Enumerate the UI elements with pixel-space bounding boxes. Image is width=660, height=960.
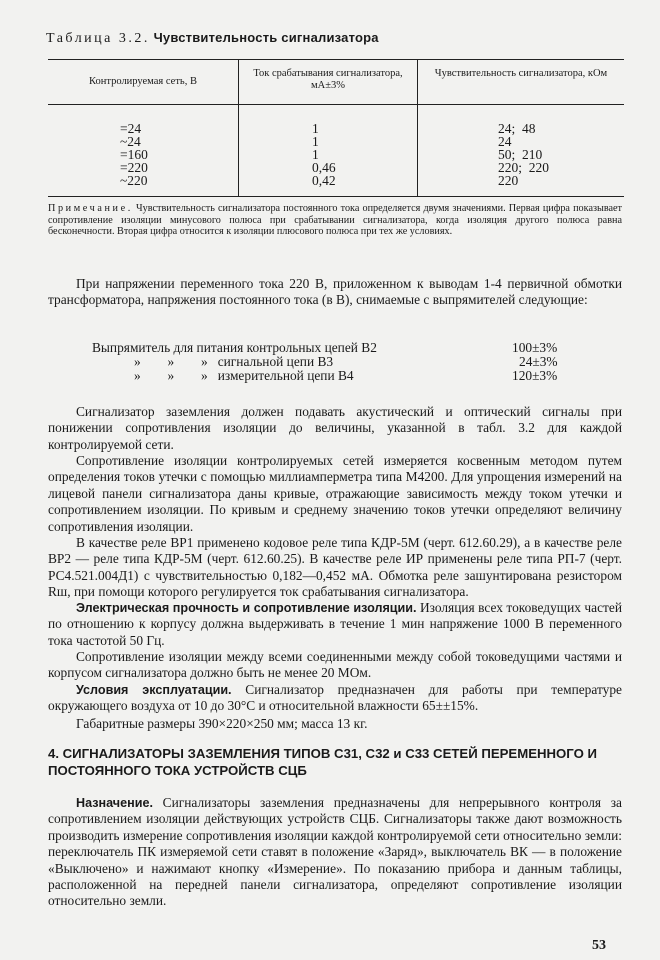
body-paragraph <box>48 600 622 649</box>
table-cell: 1 <box>312 134 319 149</box>
table-header-current: Ток срабатывания сигнализатора, мА±3% <box>253 68 403 91</box>
paragraph-text: Сигнализаторы заземления предназначены для непрерывного контроля за сопротивлением изоляции действующих устройств СЦБ. Сигнализаторы также дают возможность производить измерение сопротивления изоляции каждой контролируемой сети относительно земли: переключатель ПК измеряемой сети ставят в положение «Заряд», выключатель ВК — в положение «Выключено» и нажимают кнопку «Измерение». По показанию прибора и данным таблицы, расположенной на передней панели сигнализатора, определяют сопротивление изоляции относительно земли. <box>48 795 622 909</box>
rectifier-value: 24±3% <box>519 354 558 369</box>
table-caption <box>46 30 379 47</box>
table-title: Чувствительность сигнализатора <box>153 30 379 45</box>
body-paragraph <box>48 716 622 732</box>
table-note-label: Примечание. <box>48 203 133 214</box>
paragraph-text: Сопротивление изоляции контролируемых сетей измеряется косвенным методом путем определения токов утечки с помощью миллиамперметра типа М4200. Для упрощения измерений на лицевой панели сигнализатора даны кривые, отражающие зависимость между током утечки и сопротивлением изоляции. По кривым и среднему значению токов утечки определяют величину сопротивления изоляции. <box>48 453 622 534</box>
table-column-divider <box>238 60 239 196</box>
intro-paragraph <box>48 276 622 309</box>
paragraph-text: Сигнализатор предназначен для работы при температуре окружающего воздуха от 10 до 30°С и относительной влажности 65±±15%. <box>48 682 622 714</box>
rectifier-value: 120±3% <box>512 368 558 383</box>
paragraph-text: В качестве реле ВР1 применено кодовое реле типа КДР-5М (черт. 612.60.29), а в качестве реле ВР2 — реле типа КДР-5М (черт. 612.60.25). В качестве реле ИР применены реле типа РП-7 (черт. РС4.521.004Д1) с чувствительностью 0,182—0,452 мА. Обмотка реле зашунтирована резистором Rш, при помощи которого регулируется ток срабатывания сигнализатора. <box>48 535 622 600</box>
table-bottom-rule <box>48 196 624 197</box>
table-cell: 1 <box>312 121 319 136</box>
rectifier-label: » » » сигнальной цепи В3 <box>134 354 334 369</box>
table-cell: 50; 210 <box>498 147 543 162</box>
table-cell: =24 <box>120 121 142 136</box>
body-paragraph <box>48 404 622 453</box>
table-cell: 220 <box>498 173 519 188</box>
intro-paragraph-text: При напряжении переменного тока 220 В, приложенном к выводам 1-4 первичной обмотки трансформатора, напряжения постоянного тока (в В), снимаемые с выпрямителей следующие: <box>48 276 622 308</box>
section-heading: 4. СИГНАЛИЗАТОРЫ ЗАЗЕМЛЕНИЯ ТИПОВ С31, С32 и С33 СЕТЕЙ ПЕРЕМЕННОГО И ПОСТОЯННОГО ТОКА УСТРОЙСТВ СЦБ <box>48 746 598 778</box>
table-top-rule <box>48 59 624 60</box>
body-paragraph <box>48 682 622 715</box>
table-label: Таблица 3.2. <box>46 31 150 46</box>
table-cell: 0,42 <box>312 173 336 188</box>
table-header-rule <box>48 104 624 105</box>
table-cell: 1 <box>312 147 319 162</box>
body-paragraph <box>48 535 622 601</box>
table-cell: ~24 <box>120 134 141 149</box>
paragraph-text: Сопротивление изоляции между всеми соединенными между собой токоведущими частями и корпусом сигнализатора должно быть не менее 20 МОм. <box>48 649 622 681</box>
table-cell: 24; 48 <box>498 121 536 136</box>
paragraph-text: Изоляция всех токоведущих частей по отношению к корпусу должна выдерживать в течение 1 мин напряжение 1000 В переменного тока частотой 50 Гц. <box>48 600 622 648</box>
body-paragraph <box>48 453 622 535</box>
table-note <box>48 203 622 238</box>
table-cell: =160 <box>120 147 148 162</box>
paragraph-text: Габаритные размеры 390×220×250 мм; масса 13 кг. <box>76 716 368 731</box>
rectifier-label: Выпрямитель для питания контрольных цепей В2 <box>92 340 377 355</box>
table-cell: 24 <box>498 134 512 149</box>
purpose-paragraph <box>48 795 622 910</box>
table-column-divider <box>417 60 418 196</box>
paragraph-lead: Электрическая прочность и сопротивление изоляции. <box>76 601 417 615</box>
table-cell: 0,46 <box>312 160 336 175</box>
body-paragraph <box>48 649 622 682</box>
table-cell: 220; 220 <box>498 160 550 175</box>
rectifier-label: » » » измерительной цепи В4 <box>134 368 354 383</box>
table-cell: =220 <box>120 160 148 175</box>
table-note-text: Чувствительность сигнализатора постоянного тока определяется двумя значениями. Первая цифра показывает сопротивление изоляции минусового полюса при срабатывании сигнализатора, когда изоляция другого полюса равна бесконечности. Вторая цифра относится к изоляции плюсового полюса при тех же условиях. <box>48 203 623 238</box>
paragraph-text: Сигнализатор заземления должен подавать акустический и оптический сигналы при понижении сопротивления изоляции до величины, указанной в табл. 3.2 для каждой контролируемой сети. <box>48 404 622 452</box>
table-header-sensitivity: Чувствительность сигнализатора, кОм <box>434 68 608 79</box>
table-header-network: Контролируемая сеть, В <box>89 76 197 87</box>
rectifier-value: 100±3% <box>512 340 558 355</box>
paragraph-lead: Условия эксплуатации. <box>76 683 232 697</box>
paragraph-lead: Назначение. <box>76 796 153 810</box>
page-number: 53 <box>592 938 606 953</box>
table-cell: ~220 <box>120 173 148 188</box>
